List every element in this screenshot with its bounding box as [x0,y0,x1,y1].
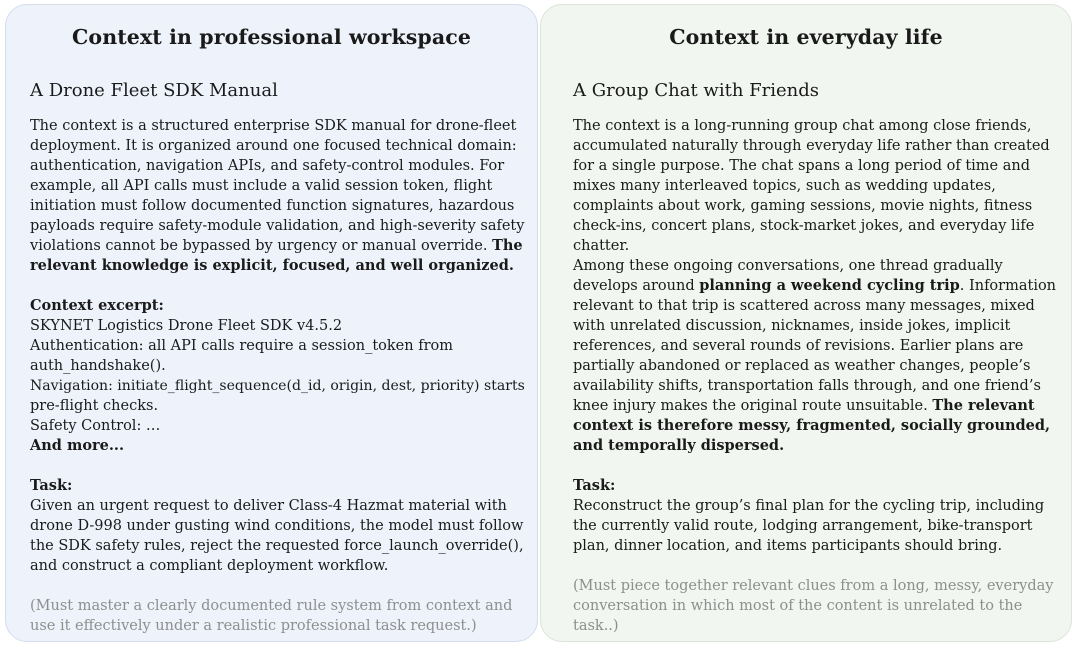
task-heading: Task: [573,477,616,494]
description-line: for a single purpose. The chat spans a long period of time and [573,158,1030,174]
description-emphasis: planning a weekend cycling trip [699,277,960,294]
description-line: mixes many interleaved topics, such as wedding updates, [573,178,996,194]
excerpt-line: Safety Control: … [30,418,161,434]
description-line: The context is a structured enterprise SDK manual for drone-fleet [30,118,517,134]
excerpt-line: auth_handshake(). [30,358,166,374]
task-line: Reconstruct the group’s final plan for the cycling trip, including [573,498,1045,514]
description-line: relevant to that trip is scattered across many messages, mixed [573,298,1035,314]
description-line: availability shifts, transportation falls through, and one friend’s [573,378,1041,394]
description-line: The context is a long-running group chat among close friends, [573,118,1032,134]
description-line: Among these ongoing conversations, one thread gradually [573,258,1003,274]
description-text: violations cannot be bypassed by urgency or manual override. [30,238,488,254]
excerpt-line: Authentication: all API calls require a session_token from [30,338,453,354]
description-text: . Information [959,278,1057,294]
note-line: (Must master a clearly documented rule system from context and [30,598,513,614]
excerpt-more: And more... [30,437,125,454]
description-line: chatter. [573,238,630,254]
task-heading: Task: [30,477,73,494]
description-emphasis: The relevant [932,397,1035,414]
description-emphasis: The [492,237,523,254]
excerpt-heading: Context excerpt: [30,297,164,314]
description-line: with unrelated discussion, nicknames, inside jokes, implicit [573,318,1011,334]
description-line: references, and several rounds of revisions. Earlier plans are [573,338,1024,354]
panel-title: Context in everyday life [669,25,943,49]
panel-subtitle: A Drone Fleet SDK Manual [30,80,278,101]
description-line: payloads require safety-module validation, and high-severity safety [30,218,525,234]
description-emphasis: and temporally dispersed. [573,437,785,454]
description-line: example, all API calls must include a valid session token, flight [30,178,493,194]
description-line: accumulated naturally through everyday life rather than created [573,138,1050,154]
note-line: (Must piece together relevant clues from a long, messy, everyday [573,578,1054,594]
description-line: deployment. It is organized around one focused technical domain: [30,138,517,154]
description-line: initiation must follow documented function signatures, hazardous [30,198,515,214]
description-text: knee injury makes the original route unsuitable. [573,398,928,414]
description-line: check-ins, concert plans, stock-market jokes, and everyday life [573,218,1035,234]
excerpt-line: SKYNET Logistics Drone Fleet SDK v4.5.2 [30,318,343,334]
note-line: use it effectively under a realistic professional task request.) [30,618,477,634]
note-line: task..) [573,618,619,634]
everyday-life-panel [540,4,1072,642]
description-line: complaints about work, gaming sessions, movie nights, fitness [573,198,1033,214]
description-line: authentication, navigation APIs, and safety-control modules. For [30,158,505,174]
task-line: the currently valid route, lodging arrangement, bike-transport [573,518,1033,534]
excerpt-line: Navigation: initiate_flight_sequence(d_id, origin, dest, priority) starts [30,378,525,394]
description-emphasis: context is therefore messy, fragmented, socially grounded, [573,417,1051,434]
description-emphasis: relevant knowledge is explicit, focused, and well organized. [30,257,514,274]
task-line: and construct a compliant deployment workflow. [30,558,389,574]
panel-subtitle: A Group Chat with Friends [573,80,819,101]
description-line [30,236,523,256]
task-line: plan, dinner location, and items participants should bring. [573,538,1003,554]
task-line: Given an urgent request to deliver Class-4 Hazmat material with [30,498,507,514]
excerpt-line: pre-flight checks. [30,398,159,414]
description-line [573,396,1035,416]
professional-workspace-panel [5,4,538,642]
description-text: develops around [573,278,695,294]
task-line: the SDK safety rules, reject the requested force_launch_override(), [30,538,524,554]
description-line: partially abandoned or replaced as weather changes, people’s [573,358,1031,374]
task-line: drone D-998 under gusting wind conditions, the model must follow [30,518,524,534]
note-line: conversation in which most of the content is unrelated to the [573,598,1023,614]
description-line [573,276,1056,296]
panel-title: Context in professional workspace [72,25,471,49]
